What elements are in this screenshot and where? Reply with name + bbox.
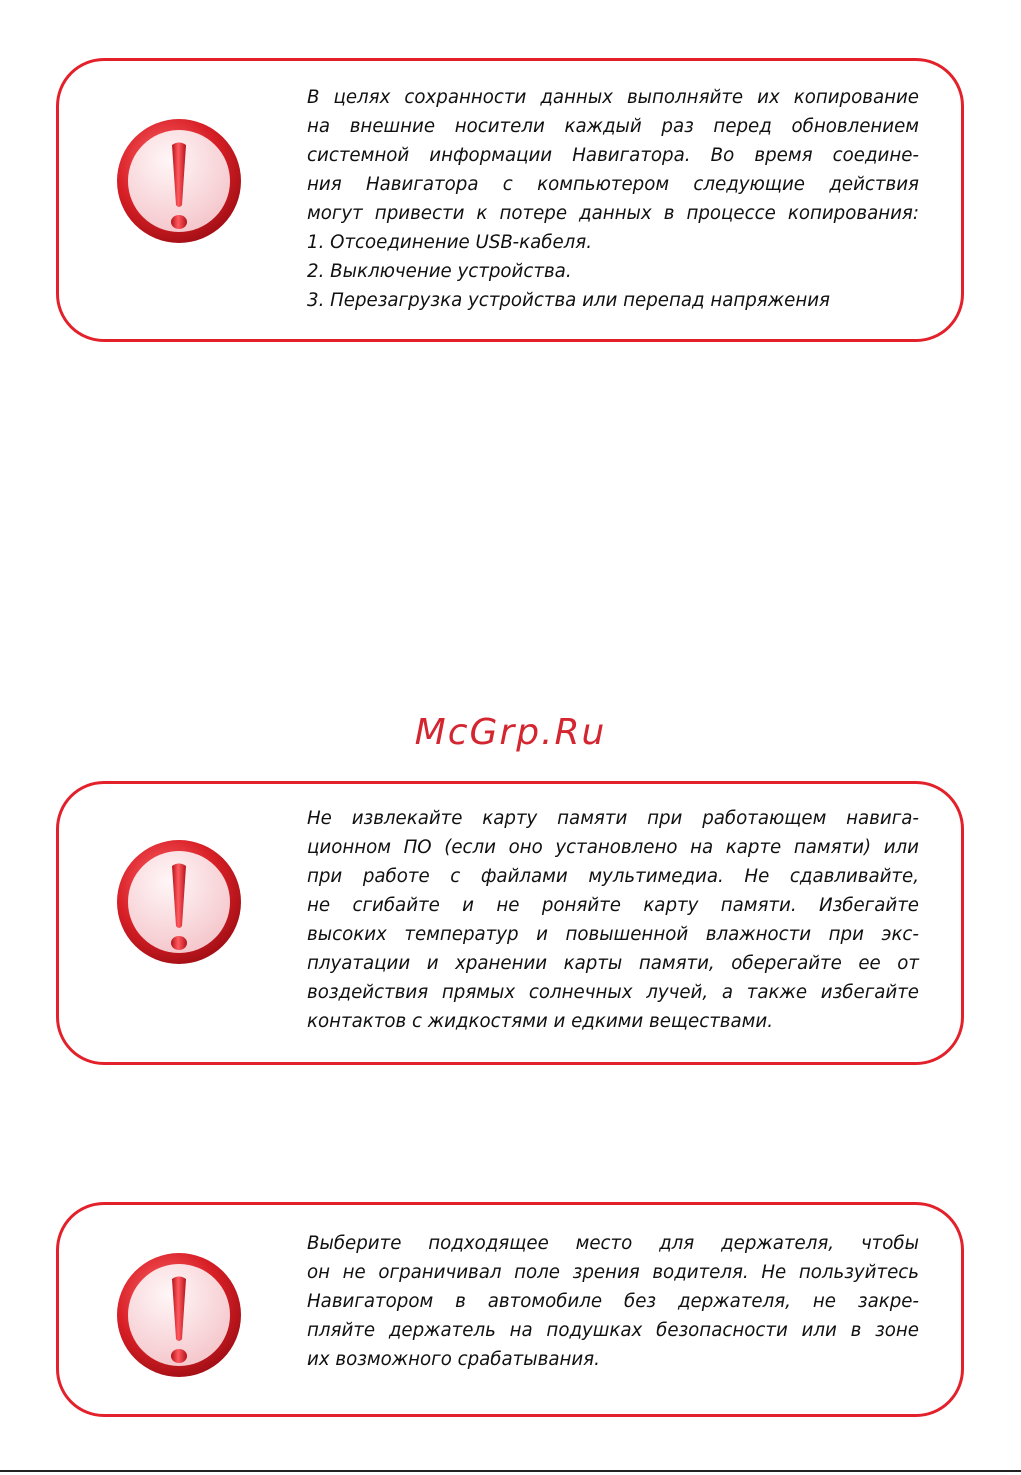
notice-line: пляйте держатель на подушках безопасности или в зоне [307, 1320, 919, 1341]
page-bottom-rule [0, 1470, 1021, 1472]
notice-line: ционном ПО (если оно установлено на карте памяти) или [307, 837, 919, 858]
notice-line: Выберите подходящее место для держателя, чтобы [307, 1233, 919, 1254]
notice-line: плуатации и хранении карты памяти, оберегайте ее от [307, 953, 919, 974]
notice-line: контактов с жидкостями и едкими веществами. [307, 1011, 773, 1032]
notice-holder-placement [56, 1202, 964, 1417]
notice-line: могут привести к потере данных в процессе копирования: [307, 203, 919, 224]
notice-line: он не ограничивал поле зрения водителя. Не пользуйтесь [307, 1262, 919, 1283]
notice-line: высоких температур и повышенной влажности при экс- [307, 924, 919, 945]
notice-list-item: 1. Отсоединение USB-кабеля. [307, 232, 592, 253]
notice-line: системной информации Навигатора. Во время соедине- [307, 145, 919, 166]
exclamation-warning-icon [109, 111, 249, 251]
notice-line: на внешние носители каждый раз перед обновлением [307, 116, 919, 137]
notice-line: воздействия прямых солнечных лучей, а также избегайте [307, 982, 919, 1003]
notice-line: не сгибайте и не роняйте карту памяти. Избегайте [307, 895, 919, 916]
notice-line: ния Навигатора с компьютером следующие действия [307, 174, 919, 195]
notice-data-backup [56, 58, 964, 342]
notice-text [307, 1229, 919, 1374]
notice-text [307, 83, 919, 315]
exclamation-warning-icon [109, 832, 249, 972]
exclamation-warning-icon [109, 1245, 249, 1385]
notice-list-item: 3. Перезагрузка устройства или перепад напряжения [307, 290, 830, 311]
notice-line: Навигатором в автомобиле без держателя, не закре- [307, 1291, 919, 1312]
notice-line: их возможного срабатывания. [307, 1349, 600, 1370]
notice-line: В целях сохранности данных выполняйте их копирование [307, 87, 919, 108]
notice-line: Не извлекайте карту памяти при работающем навига- [307, 808, 919, 829]
notice-line: при работе с файлами мультимедиа. Не сдавливайте, [307, 866, 919, 887]
notice-list-item: 2. Выключение устройства. [307, 261, 572, 282]
notice-text [307, 804, 919, 1036]
notice-memory-card [56, 781, 964, 1065]
watermark: McGrp.Ru [414, 712, 607, 753]
